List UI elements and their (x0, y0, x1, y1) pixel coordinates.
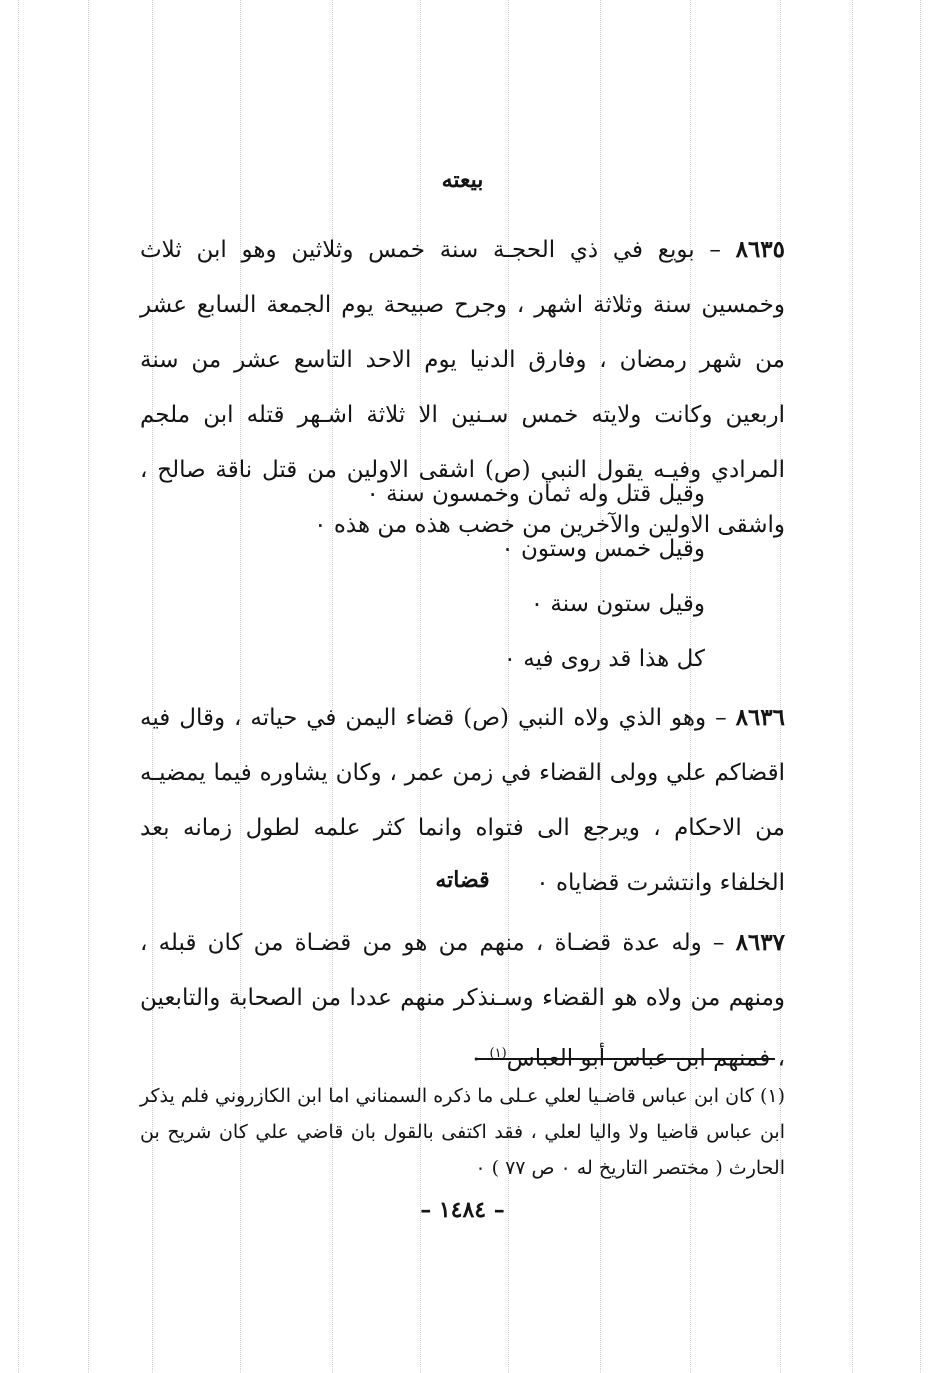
paragraph-text: – وله عدة قضـاة ، منهم من هو من قضـاة من كان قبله ، ومنهم من ولاه هو القضاء وسـنذكر منهم عددا من الصحابة والتابعين ، فمنهم ابن عباس أبو العباس (140, 930, 785, 1072)
paragraph-8637 (140, 915, 785, 1087)
footnote: (١) كان ابن عباس قاضـيا لعلي عـلى ما ذكره السمناني اما ابن الكازروني فلم يذكر ابن عباس قاضيا ولا واليا لعلي ، فقد اكتفى بالقول بان قاضي علي كان شريح بن الحارث ( مختصر التاريخ له ٠ ص ٧٧ ) ٠ (140, 1085, 785, 1179)
scan-line (852, 0, 853, 1373)
scan-line (18, 0, 19, 1373)
paragraph-text: – وهو الذي ولاه النبي (ص) قضاء اليمن في حياته ، وقال فيه اقضاكم علي وولى القضاء في زمن عمر ، وكان يشاوره فيما يمضيـه من الاحكام ، ويرجع الى فتواه وانما كثر علمه لطول زمانه بعد الخلفاء وانتشرت قضاياه ٠ (140, 705, 785, 896)
scan-line (920, 0, 921, 1373)
page-number: – ١٤٨٤ – (420, 1197, 505, 1223)
narration-line: كل هذا قد روى فيه ٠ (503, 646, 705, 672)
paragraph-end: ٠ (469, 1045, 483, 1072)
narration-line: وقيل خمس وستون ٠ (501, 536, 705, 562)
paragraph-text: – بويع في ذي الحجـة سنة خمس وثلاثين وهو ابن ثلاث وخمسين سنة وثلاثة اشهر ، وجرح صبيحة يوم الجمعة السابع عشر من شهر رمضان ، وفارق الدنيا يوم الاحد التاسع عشر من سنة اربعين وكانت ولايته خمس سـنين الا ثلاثة اشـهر قتله ابن ملجم المرادي وفيـه يقول النبي (ص) اشقى الاولين من قتل ناقة صالح ، واشقى الاولين والآخرين من خضب هذه من هذه ٠ (140, 237, 785, 538)
footnote-reference: (١) (489, 1046, 507, 1061)
narration-line: وقيل قتل وله ثمان وخمسون سنة ٠ (366, 481, 705, 507)
section-heading-judges: قضاته (435, 867, 490, 893)
footnote-divider (475, 1058, 775, 1060)
narration-line: وقيل ستون سنة ٠ (530, 591, 705, 617)
paragraph-number: ٨٦٣٥ (735, 236, 786, 263)
paragraph-number: ٨٦٣٦ (735, 704, 786, 731)
section-heading-pledge: بيعته (441, 167, 484, 193)
scan-line (88, 0, 89, 1373)
paragraph-number: ٨٦٣٧ (735, 929, 785, 956)
